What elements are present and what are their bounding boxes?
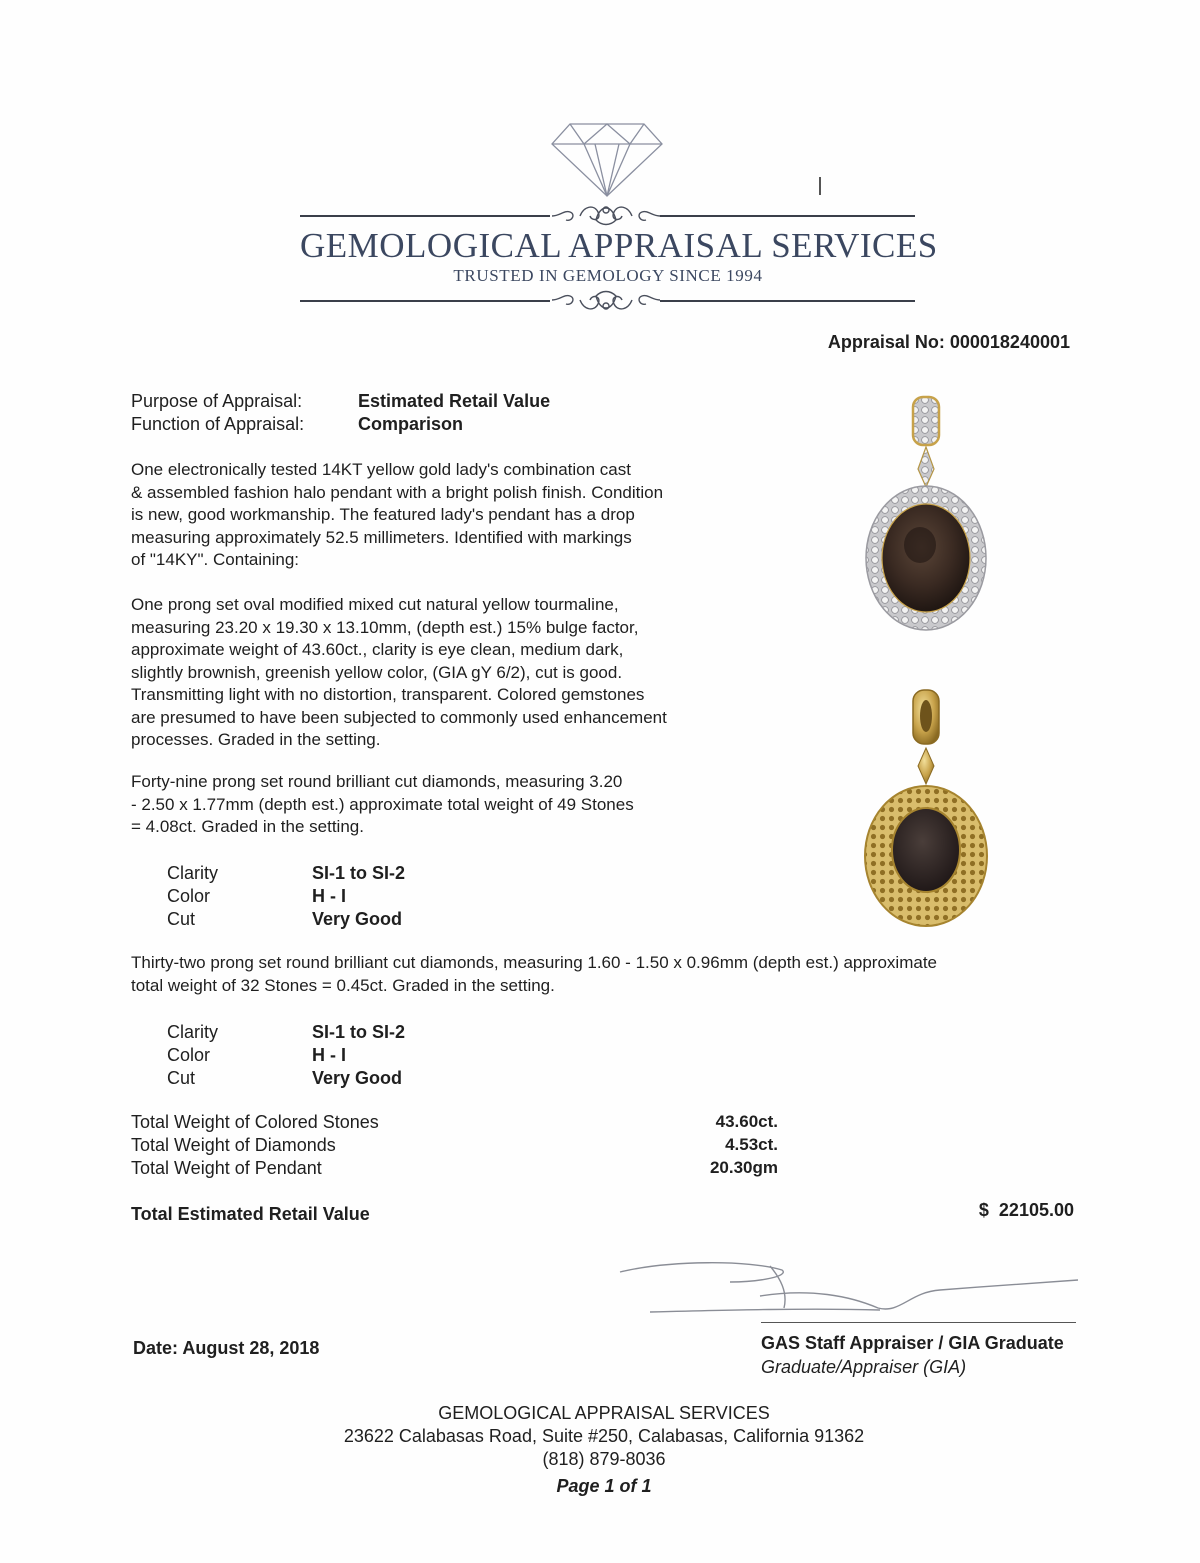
text-line: Transmitting light with no distortion, transparent. Colored gemstones bbox=[131, 685, 645, 704]
retail-value-amount: $ 22105.00 bbox=[978, 1200, 1074, 1220]
total-value: 4.53ct. bbox=[725, 1135, 778, 1154]
total-value: 43.60ct. bbox=[715, 1112, 778, 1131]
letterhead-top-rule bbox=[300, 215, 550, 217]
footer-address: 23622 Calabasas Road, Suite #250, Calabasas, California 91362 bbox=[343, 1426, 865, 1446]
grades-table-2 bbox=[167, 1021, 467, 1093]
grade-value: H - I bbox=[312, 886, 346, 906]
company-name: GEMOLOGICAL APPRAISAL SERVICES bbox=[300, 226, 938, 265]
appraiser-signature bbox=[610, 1252, 1090, 1332]
tourmaline-paragraph bbox=[131, 594, 781, 752]
grade-value: SI-1 to SI-2 bbox=[312, 863, 406, 883]
function-value: Comparison bbox=[358, 414, 464, 434]
footer-phone: (818) 879-8036 bbox=[542, 1449, 666, 1469]
diamonds-49-paragraph bbox=[131, 771, 771, 839]
scroll-ornament-icon bbox=[550, 286, 662, 316]
text-line: approximate weight of 43.60ct., clarity is eye clean, medium dark, bbox=[131, 640, 624, 659]
text-line: of "14KY". Containing: bbox=[131, 550, 300, 569]
appraisal-number: Appraisal No: 000018240001 bbox=[827, 332, 1070, 352]
text-line: processes. Graded in the setting. bbox=[131, 730, 381, 749]
grade-label: Clarity bbox=[167, 863, 219, 883]
purpose-label: Purpose of Appraisal: bbox=[131, 391, 303, 411]
total-value: 20.30gm bbox=[709, 1158, 778, 1177]
letterhead-top-rule bbox=[660, 215, 915, 217]
footer bbox=[0, 1402, 1200, 1502]
retail-value-label: Total Estimated Retail Value bbox=[131, 1204, 370, 1224]
letterhead-bottom-rule bbox=[660, 300, 915, 302]
grades-table-1 bbox=[167, 862, 467, 934]
text-line: One electronically tested 14KT yellow gold lady's combination cast bbox=[131, 460, 631, 479]
text-line: = 4.08ct. Graded in the setting. bbox=[131, 817, 364, 836]
text-line: One prong set oval modified mixed cut natural yellow tourmaline, bbox=[131, 595, 619, 614]
text-line: measuring 23.20 x 19.30 x 13.10mm, (depth est.) 15% bulge factor, bbox=[131, 617, 639, 637]
grade-label: Clarity bbox=[167, 1022, 219, 1042]
appraiser-title: GAS Staff Appraiser / GIA Graduate bbox=[761, 1333, 1064, 1353]
grade-label: Color bbox=[167, 1045, 211, 1065]
grade-value: Very Good bbox=[312, 1068, 403, 1088]
pendant-front-photo bbox=[860, 395, 995, 635]
total-label: Total Weight of Pendant bbox=[131, 1158, 322, 1178]
grade-label: Cut bbox=[167, 1068, 196, 1088]
page-number: Page 1 of 1 bbox=[556, 1476, 652, 1496]
function-label: Function of Appraisal: bbox=[131, 414, 305, 434]
text-line: - 2.50 x 1.77mm (depth est.) approximate total weight of 49 Stones bbox=[131, 794, 634, 814]
text-line: is new, good workmanship. The featured lady's pendant has a drop bbox=[131, 505, 635, 524]
grade-value: SI-1 to SI-2 bbox=[312, 1022, 406, 1042]
text-line: Forty-nine prong set round brilliant cut diamonds, measuring 3.20 bbox=[131, 772, 623, 791]
text-line: are presumed to have been subjected to commonly used enhancement bbox=[131, 707, 667, 727]
appraisal-date: Date: August 28, 2018 bbox=[133, 1338, 320, 1358]
total-label: Total Weight of Colored Stones bbox=[131, 1112, 379, 1132]
letterhead-bottom-rule bbox=[300, 300, 550, 302]
diamond-logo-icon bbox=[550, 122, 664, 198]
text-line: & assembled fashion halo pendant with a bright polish finish. Condition bbox=[131, 482, 664, 502]
description-paragraph bbox=[131, 459, 771, 572]
footer-company: GEMOLOGICAL APPRAISAL SERVICES bbox=[438, 1403, 770, 1423]
text-line: slightly brownish, greenish yellow color, (GIA gY 6/2), cut is good. bbox=[131, 662, 623, 682]
company-tagline: TRUSTED IN GEMOLOGY SINCE 1994 bbox=[453, 266, 763, 285]
grade-value: Very Good bbox=[312, 909, 403, 929]
stray-mark bbox=[819, 177, 821, 195]
grade-value: H - I bbox=[312, 1045, 346, 1065]
text-line: Thirty-two prong set round brilliant cut diamonds, measuring 1.60 - 1.50 x 0.96mm (depth est.) approximate bbox=[131, 953, 937, 972]
purpose-value: Estimated Retail Value bbox=[358, 391, 551, 411]
grade-label: Cut bbox=[167, 909, 196, 929]
diamonds-32-paragraph bbox=[131, 952, 1091, 997]
total-label: Total Weight of Diamonds bbox=[131, 1135, 336, 1155]
signature-line bbox=[761, 1322, 1076, 1323]
text-line: total weight of 32 Stones = 0.45ct. Graded in the setting. bbox=[131, 975, 555, 995]
appraiser-subtitle: Graduate/Appraiser (GIA) bbox=[761, 1357, 967, 1377]
text-line: measuring approximately 52.5 millimeters. Identified with markings bbox=[131, 527, 632, 547]
totals-table bbox=[131, 1112, 778, 1184]
grade-label: Color bbox=[167, 886, 211, 906]
pendant-back-photo bbox=[860, 688, 995, 928]
